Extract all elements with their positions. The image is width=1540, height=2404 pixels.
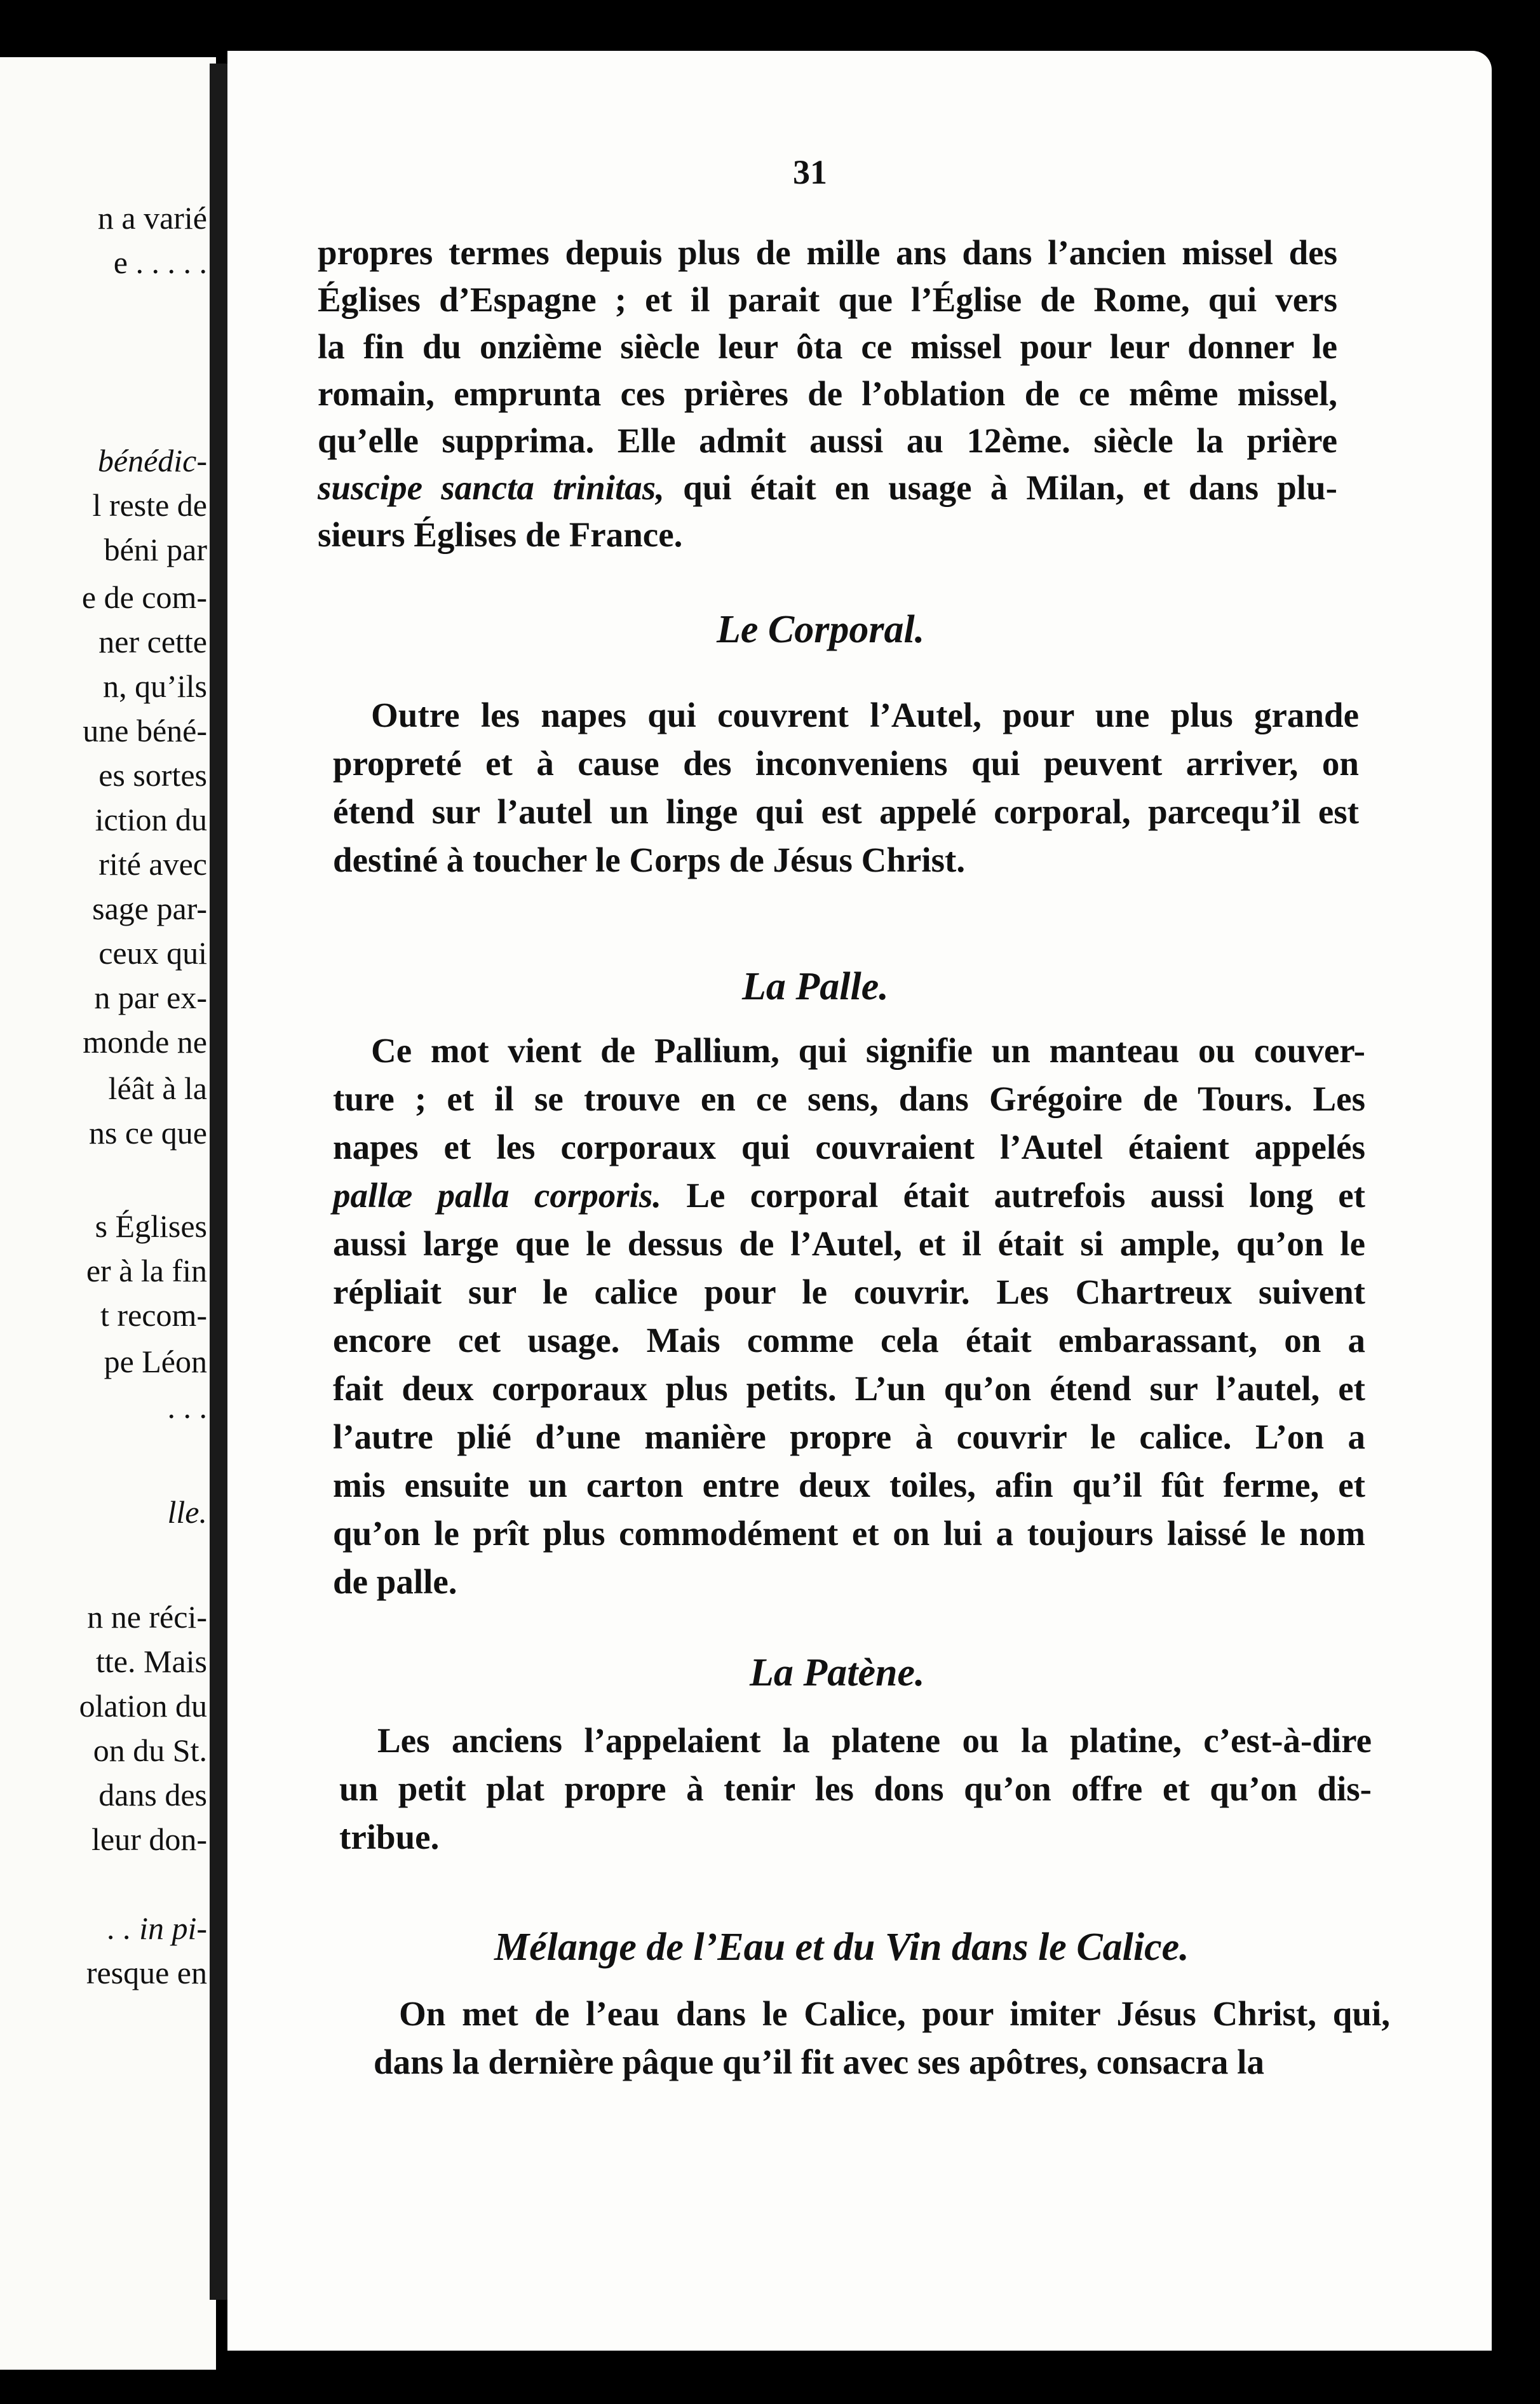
left-page-line: n par ex-	[94, 980, 207, 1015]
heading-melange: Mélange de l’Eau et du Vin dans le Calice.	[494, 1926, 1189, 1969]
right-page	[227, 51, 1492, 2351]
left-page-line: monde ne	[83, 1024, 207, 1060]
left-page-line: une béné-	[83, 713, 207, 748]
text-line: sieurs Églises de France.	[318, 515, 683, 554]
left-page-line: n a varié	[97, 200, 207, 236]
page-number: 31	[793, 153, 827, 191]
text-line: répliait sur le calice pour le couvrir. Les Chartreux suivent	[333, 1273, 1365, 1311]
left-page-line: l reste de	[92, 487, 207, 523]
italic-phrase: pallæ palla corporis.	[333, 1176, 662, 1215]
left-page-line: rité avec	[98, 846, 207, 882]
left-page-fragment	[0, 57, 216, 2370]
left-page-line: iction du	[95, 802, 207, 837]
text-line: encore cet usage. Mais comme cela était embarassant, on a	[333, 1321, 1365, 1360]
book-gutter	[210, 64, 227, 2300]
left-page-line: béni par	[104, 532, 207, 567]
left-page-line: ceux qui	[98, 935, 207, 971]
left-page-line: olation du	[79, 1688, 207, 1724]
text-line: destiné à toucher le Corps de Jésus Christ.	[333, 841, 966, 879]
left-page-line: bénédic-	[97, 443, 207, 478]
left-page-line: lle.	[167, 1494, 207, 1530]
text-line: suscipe sancta trinitas, qui était en usage à Milan, et dans plu-	[318, 468, 1337, 507]
left-page-line: es sortes	[98, 757, 207, 793]
text-line: propreté et à cause des inconveniens qui peuvent arriver, on	[333, 744, 1359, 783]
left-page-line: sage par-	[92, 891, 207, 926]
heading-patene: La Patène.	[750, 1651, 925, 1694]
left-page-line: leur don-	[91, 1821, 207, 1857]
text-line: Outre les napes qui couvrent l’Autel, pour une plus grande	[371, 696, 1359, 734]
left-page-line: . . .	[167, 1389, 207, 1425]
text-line: tribue.	[339, 1818, 440, 1856]
text-line: la fin du onzième siècle leur ôta ce missel pour leur donner le	[318, 327, 1337, 366]
italic-phrase: suscipe sancta trinitas,	[318, 468, 665, 507]
left-page-line: ns ce que	[88, 1115, 207, 1151]
text-line: un petit plat propre à tenir les dons qu’on offre et qu’on dis-	[339, 1769, 1372, 1808]
left-page-line: ner cette	[98, 624, 207, 659]
text-line: qu’on le prît plus commodément et on lui a toujours laissé le nom	[333, 1514, 1365, 1553]
text-line: Églises d’Espagne ; et il parait que l’Église de Rome, qui vers	[318, 280, 1337, 319]
heading-corporal: Le Corporal.	[717, 608, 925, 651]
left-page-line: n, qu’ils	[103, 668, 207, 704]
text-line: On met de l’eau dans le Calice, pour imiter Jésus Christ, qui,	[399, 1994, 1390, 2033]
left-page-line: t recom-	[100, 1297, 207, 1333]
left-page-line: n ne réci-	[87, 1599, 207, 1635]
left-page-line: resque en	[86, 1955, 207, 1990]
heading-palle: La Palle.	[742, 965, 889, 1008]
text-line: romain, emprunta ces prières de l’oblation de ce même missel,	[318, 374, 1337, 413]
left-page-line: on du St.	[93, 1732, 207, 1768]
text-line: dans la dernière pâque qu’il fit avec ses apôtres, consacra la	[374, 2043, 1264, 2081]
text-line: propres termes depuis plus de mille ans dans l’ancien missel des	[318, 233, 1337, 272]
left-page-line: léât à la	[108, 1070, 207, 1106]
text-line: l’autre plié d’une manière propre à couvrir le calice. L’on a	[333, 1417, 1365, 1456]
text-line: pallæ palla corporis. Le corporal était autrefois aussi long et	[333, 1176, 1365, 1215]
text-line: aussi large que le dessus de l’Autel, et il était si ample, qu’on le	[333, 1224, 1365, 1263]
left-page-line: er à la fin	[86, 1253, 207, 1288]
text-line: Ce mot vient de Pallium, qui signifie un manteau ou couver-	[371, 1031, 1365, 1070]
text-line: Les anciens l’appelaient la platene ou la platine, c’est-à-dire	[377, 1721, 1372, 1760]
text-line: mis ensuite un carton entre deux toiles, afin qu’il fût ferme, et	[333, 1466, 1365, 1504]
text-line: napes et les corporaux qui couvraient l’Autel étaient appelés	[333, 1128, 1365, 1166]
left-page-line: s Églises	[95, 1208, 207, 1244]
text-line: fait deux corporaux plus petits. L’un qu’on étend sur l’autel, et	[333, 1369, 1365, 1408]
left-page-line: e de com-	[81, 579, 207, 615]
left-page-line: . . in pi-	[107, 1910, 207, 1946]
text-line: ture ; et il se trouve en ce sens, dans Grégoire de Tours. Les	[333, 1079, 1365, 1118]
left-page-line: dans des	[98, 1777, 207, 1813]
left-page-line: tte. Mais	[96, 1644, 207, 1679]
text-line: qu’elle supprima. Elle admit aussi au 12ème. siècle la prière	[318, 421, 1337, 460]
text-line: de palle.	[333, 1562, 457, 1601]
text-line: étend sur l’autel un linge qui est appelé corporal, parcequ’il est	[333, 792, 1359, 831]
left-page-line: pe Léon	[104, 1344, 207, 1379]
left-page-line: e . . . . .	[113, 245, 207, 280]
